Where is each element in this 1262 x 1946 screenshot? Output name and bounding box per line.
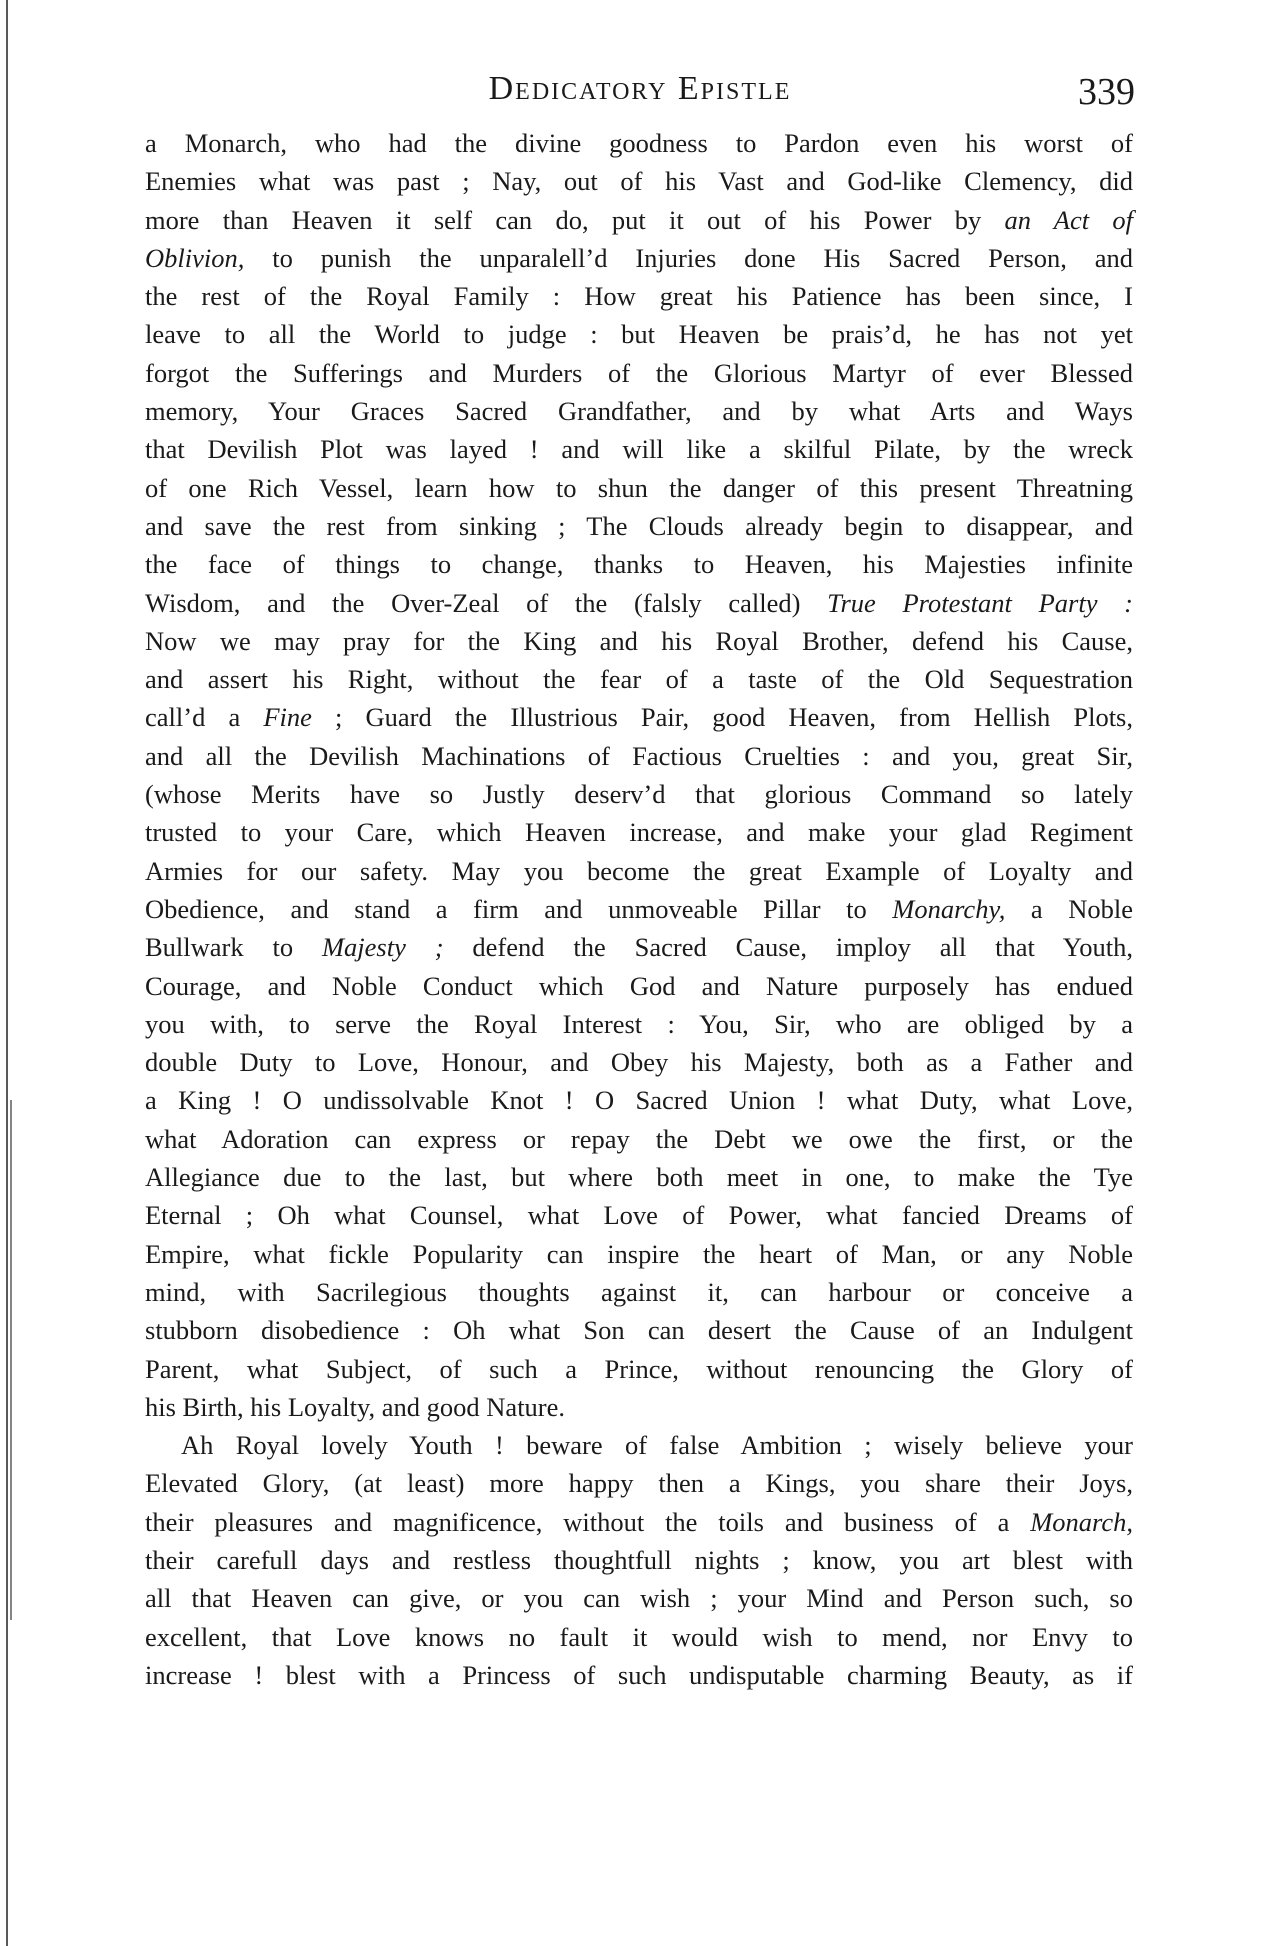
text-segment: a King ! O undissolvable Knot ! O Sacred Union ! what Duty, what Love,	[145, 1085, 1133, 1116]
text-line	[145, 277, 1133, 315]
text-line	[145, 507, 1133, 545]
text-segment: Obedience, and stand a firm and unmoveable Pillar to	[145, 893, 893, 924]
text-segment: of one Rich Vessel, learn how to shun the danger of this present Threatning	[145, 472, 1133, 503]
italic-text: Monarchy,	[892, 893, 1006, 924]
page-number: 339	[1078, 71, 1135, 113]
text-segment: Now we may pray for the King and his Royal Brother, defend his Cause,	[145, 625, 1133, 656]
text-line	[145, 545, 1133, 583]
text-line	[145, 1158, 1133, 1196]
text-segment: their pleasures and magnificence, without the toils and business of a	[145, 1506, 1031, 1537]
text-line	[145, 1235, 1133, 1273]
text-segment: Eternal ; Oh what Counsel, what Love of Power, what fancied Dreams of	[145, 1200, 1133, 1231]
text-line	[145, 1081, 1133, 1119]
text-segment: more than Heaven it self can do, put it out of his Power by	[145, 204, 1005, 235]
text-line	[145, 1350, 1133, 1388]
text-line	[145, 1579, 1133, 1617]
text-segment: mind, with Sacrilegious thoughts against it, can harbour or conceive a	[145, 1276, 1133, 1307]
text-segment: and assert his Right, without the fear of a taste of the Old Sequestration	[145, 664, 1133, 695]
text-segment: and all the Devilish Machinations of Factious Cruelties : and you, great Sir,	[145, 740, 1133, 771]
text-line	[145, 1426, 1133, 1464]
text-segment: memory, Your Graces Sacred Grandfather, and by what Arts and Ways	[145, 396, 1133, 427]
text-line	[145, 430, 1133, 468]
text-segment: a Monarch, who had the divine goodness to Pardon even his worst of	[145, 128, 1133, 158]
italic-text: Fine	[263, 702, 312, 733]
text-segment: ; Guard the Illustrious Pair, good Heaven, from Hellish Plots,	[311, 702, 1133, 733]
body-text	[145, 124, 1133, 1694]
text-line	[145, 1503, 1133, 1541]
text-segment: his Birth, his Loyalty, and good Nature.	[145, 1391, 566, 1422]
text-segment: what Adoration can express or repay the Debt we owe the first, or the	[145, 1123, 1133, 1154]
text-segment: that Devilish Plot was layed ! and will like a skilful Pilate, by the wreck	[145, 434, 1133, 465]
text-line	[145, 698, 1133, 736]
text-segment: a Noble	[1005, 893, 1134, 924]
text-segment: Wisdom, and the Over-Zeal of the (falsly called)	[145, 587, 828, 618]
scan-edge-mark	[6, 0, 8, 1946]
text-segment: Empire, what fickle Popularity can inspire the heart of Man, or any Noble	[145, 1238, 1133, 1269]
text-line	[145, 1656, 1133, 1694]
text-line	[145, 967, 1133, 1005]
text-segment: their carefull days and restless thoughtfull nights ; know, you art blest with	[145, 1544, 1133, 1575]
text-line	[145, 315, 1133, 353]
text-segment: and save the rest from sinking ; The Clouds already begin to disappear, and	[145, 510, 1133, 541]
text-segment: Courage, and Noble Conduct which God and Nature purposely has endued	[145, 970, 1133, 1001]
text-line	[145, 1311, 1133, 1349]
text-line	[145, 890, 1133, 928]
text-line	[145, 813, 1133, 851]
text-line	[145, 1273, 1133, 1311]
text-segment: Bullwark to	[145, 932, 322, 963]
italic-text: Monarch,	[1030, 1506, 1133, 1537]
text-segment: stubborn disobedience : Oh what Son can desert the Cause of an Indulgent	[145, 1315, 1133, 1346]
text-line	[145, 1541, 1133, 1579]
italic-text: an Act of	[1004, 204, 1133, 235]
scan-edge-mark	[10, 1100, 12, 1620]
text-line	[145, 622, 1133, 660]
text-line	[145, 1043, 1133, 1081]
text-segment: Allegiance due to the last, but where both meet in one, to make the Tye	[145, 1162, 1133, 1193]
text-segment: excellent, that Love knows no fault it would wish to mend, nor Envy to	[145, 1621, 1133, 1652]
text-line	[145, 775, 1133, 813]
text-segment: defend the Sacred Cause, imploy all that Youth,	[443, 932, 1133, 963]
text-segment: the rest of the Royal Family : How great his Patience has been since, I	[145, 281, 1133, 312]
text-segment: forgot the Sufferings and Murders of the Glorious Martyr of ever Blessed	[145, 357, 1133, 388]
text-segment: double Duty to Love, Honour, and Obey his Majesty, both as a Father and	[145, 1047, 1133, 1078]
text-segment: to punish the unparalell’d Injuries done His Sacred Person, and	[244, 242, 1133, 273]
text-segment: Ah Royal lovely Youth ! beware of false Ambition ; wisely believe your	[181, 1430, 1133, 1461]
text-line	[145, 852, 1133, 890]
italic-text: Oblivion,	[145, 242, 245, 273]
text-line	[145, 737, 1133, 775]
text-line	[145, 584, 1133, 622]
text-line	[145, 239, 1133, 277]
text-segment: you with, to serve the Royal Interest : You, Sir, who are obliged by a	[145, 1008, 1133, 1039]
text-line	[145, 1005, 1133, 1043]
text-line	[145, 1388, 1133, 1426]
text-line	[145, 1618, 1133, 1656]
text-line	[145, 1464, 1133, 1502]
text-line	[145, 124, 1133, 162]
page-header	[145, 70, 1135, 120]
text-segment: call’d a	[145, 702, 264, 733]
text-line	[145, 354, 1133, 392]
text-segment: the face of things to change, thanks to Heaven, his Majesties infinite	[145, 549, 1133, 580]
text-line	[145, 660, 1133, 698]
text-line	[145, 1120, 1133, 1158]
text-line	[145, 201, 1133, 239]
italic-text: True Protestant Party :	[827, 587, 1133, 618]
running-title: Dedicatory Epistle	[488, 70, 792, 107]
text-line	[145, 1196, 1133, 1234]
text-segment: trusted to your Care, which Heaven increase, and make your glad Regiment	[145, 817, 1133, 848]
text-segment: Parent, what Subject, of such a Prince, without renouncing the Glory of	[145, 1353, 1133, 1384]
text-segment: Armies for our safety. May you become the great Example of Loyalty and	[145, 855, 1133, 886]
text-segment: all that Heaven can give, or you can wish ; your Mind and Person such, so	[145, 1583, 1133, 1614]
text-segment: (whose Merits have so Justly deserv’d that glorious Command so lately	[145, 779, 1133, 810]
text-segment: Elevated Glory, (at least) more happy then a Kings, you share their Joys,	[145, 1468, 1133, 1499]
text-segment: Enemies what was past ; Nay, out of his Vast and God-like Clemency, did	[145, 166, 1133, 197]
text-line	[145, 928, 1133, 966]
text-line	[145, 392, 1133, 430]
text-segment: increase ! blest with a Princess of such undisputable charming Beauty, as if	[145, 1659, 1133, 1690]
text-line	[145, 162, 1133, 200]
italic-text: Majesty ;	[321, 932, 444, 963]
text-segment: leave to all the World to judge : but Heaven be prais’d, he has not yet	[145, 319, 1133, 350]
text-line	[145, 469, 1133, 507]
